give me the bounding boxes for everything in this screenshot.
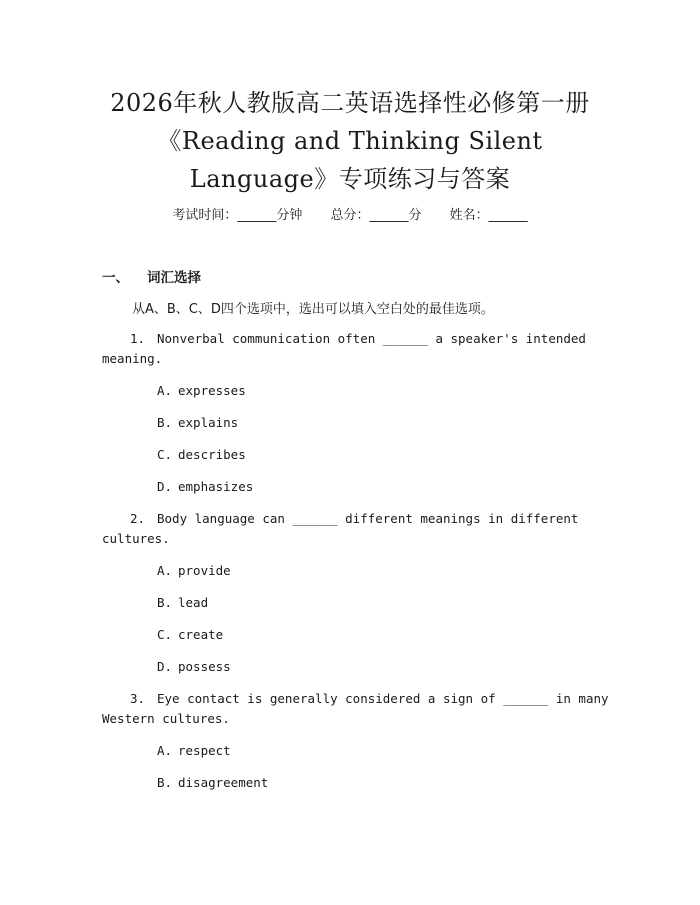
exam-time: 考试时间：______分钟 — [172, 208, 303, 223]
question-1-option-c — [157, 447, 246, 462]
question-3-option-a — [157, 743, 231, 758]
option-letter: A. — [157, 383, 173, 398]
title-line-2: 《Reading and Thinking Silent — [157, 127, 543, 155]
question-2-option-c — [157, 627, 223, 642]
exam-info — [0, 204, 700, 223]
student-name: 姓名：______ — [449, 208, 528, 223]
section-title: 词汇选择 — [147, 270, 201, 286]
section-instruction: 从A、B、C、D四个选项中，选出可以填入空白处的最佳选项。 — [132, 302, 494, 317]
option-letter: B. — [157, 595, 173, 610]
option-text: create — [178, 627, 224, 642]
option-letter: B. — [157, 415, 173, 430]
document-title — [60, 84, 640, 198]
question-1-number: 1. — [130, 331, 146, 346]
exam-score: 总分：______分 — [330, 208, 422, 223]
question-1-line-2: meaning. — [102, 351, 163, 366]
question-2-option-d — [157, 659, 231, 674]
question-2-text: Body language can ______ different meanings in different — [157, 511, 579, 526]
option-text: disagreement — [178, 775, 269, 790]
title-line-1: 2026年秋人教版高二英语选择性必修第一册 — [110, 89, 590, 117]
option-letter: D. — [157, 659, 173, 674]
option-text: emphasizes — [178, 479, 254, 494]
question-3-text: Eye contact is generally considered a sign of ______ in many — [157, 691, 609, 706]
option-text: possess — [178, 659, 231, 674]
question-2-line-2: cultures. — [102, 531, 170, 546]
question-1-option-a — [157, 383, 246, 398]
title-line-3: Language》专项练习与答案 — [189, 165, 511, 193]
option-text: expresses — [178, 383, 246, 398]
question-2-number: 2. — [130, 511, 146, 526]
option-letter: C. — [157, 627, 173, 642]
option-letter: C. — [157, 447, 173, 462]
question-3-line-1 — [130, 691, 609, 706]
question-1-option-b — [157, 415, 238, 430]
section-number: 一、 — [102, 270, 129, 286]
question-1-line-1 — [130, 331, 586, 346]
question-2-option-b — [157, 595, 208, 610]
question-3-option-b — [157, 775, 268, 790]
question-3-line-2: Western cultures. — [102, 711, 230, 726]
option-text: lead — [178, 595, 209, 610]
question-2-option-a — [157, 563, 231, 578]
option-letter: A. — [157, 743, 173, 758]
question-1-text: Nonverbal communication often ______ a speaker's intended — [157, 331, 586, 346]
option-text: describes — [178, 447, 246, 462]
option-letter: B. — [157, 775, 173, 790]
option-letter: D. — [157, 479, 173, 494]
question-1-option-d — [157, 479, 253, 494]
option-text: respect — [178, 743, 231, 758]
question-3-number: 3. — [130, 691, 146, 706]
section-heading — [102, 266, 201, 286]
option-letter: A. — [157, 563, 173, 578]
option-text: explains — [178, 415, 239, 430]
question-2-line-1 — [130, 511, 578, 526]
option-text: provide — [178, 563, 231, 578]
